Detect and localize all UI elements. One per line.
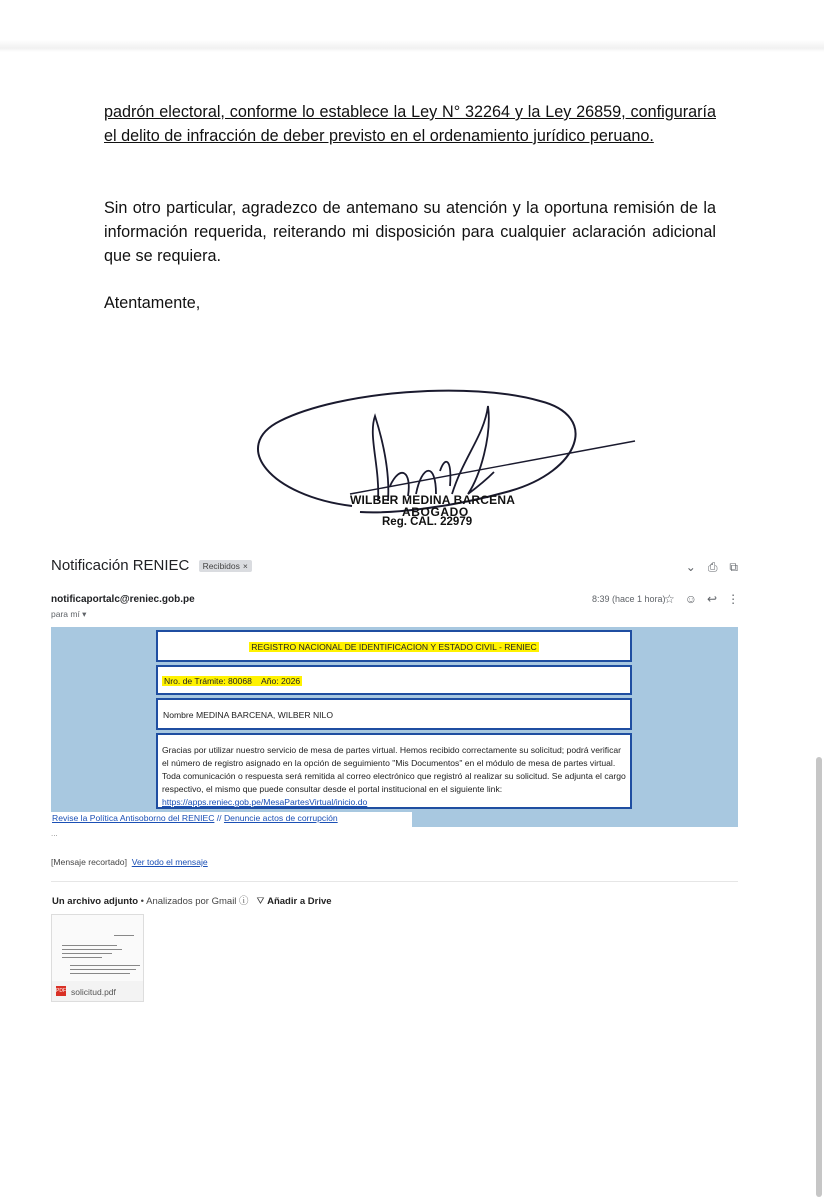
message-box: [156, 733, 632, 809]
attachment-thumbnail[interactable]: [51, 914, 144, 1002]
recipient-dropdown[interactable]: para mí ▾: [51, 609, 87, 619]
letter-paragraph-2: Sin otro particular, agradezco de antemano su atención y la oportuna remisión de la información requerida, reiterando mi disposición para cualquier aclaración adicional que se requiera.: [104, 199, 716, 265]
message-text: Gracias por utilizar nuestro servicio de mesa de partes virtual. Hemos recibido correctamente su solicitud; podrá verificar el número de registro asignado en la opción de seguimiento "Mis Documentos" en el módulo de mesa de partes virtual. Toda comunicación o respuesta será remitida al correo electrónico que registró al realizar su solicitud. Se adjunta el cargo respectivo, el mismo que puede consultar desde el portal institucional en el siguiente link:: [162, 745, 626, 794]
stamp-registration: Reg. CAL. 22979: [382, 516, 473, 528]
divider: [51, 881, 738, 882]
remove-label-icon[interactable]: ×: [242, 561, 248, 572]
reniec-header-box: [156, 630, 632, 662]
open-new-window-icon[interactable]: ⧉: [729, 560, 738, 574]
footer-links: [52, 813, 338, 823]
email-time: 8:39 (hace 1 hora): [592, 594, 666, 604]
reply-icon[interactable]: ↩: [707, 592, 718, 606]
reniec-header-text: REGISTRO NACIONAL DE IDENTIFICACION Y ESTADO CIVIL - RENIEC: [251, 642, 537, 652]
expand-icon[interactable]: ⌄: [685, 560, 696, 574]
print-icon[interactable]: ⎙: [707, 560, 718, 574]
tramite-box: [156, 665, 632, 695]
inbox-label[interactable]: Recibidos ×: [199, 560, 252, 572]
view-full-message-link[interactable]: Ver todo el mensaje: [131, 857, 208, 867]
nombre-text: Nombre MEDINA BARCENA, WILBER NILO: [163, 710, 334, 720]
trimmed-content-dots[interactable]: ...: [51, 829, 58, 838]
attachments-header: Un archivo adjunto • Analizados por Gmail ⓘ ⛛ Añadir a Drive: [52, 896, 332, 907]
emoji-icon[interactable]: ☺: [684, 592, 698, 606]
denuncie-link[interactable]: Denuncie actos de corrupción: [223, 813, 338, 823]
add-to-drive-button[interactable]: Añadir a Drive: [267, 896, 332, 907]
pdf-icon: PDF: [56, 988, 66, 994]
scrollbar[interactable]: [816, 757, 822, 1197]
letter-closing: Atentamente,: [104, 294, 201, 312]
attachment-filename: solicitud.pdf: [71, 987, 116, 997]
stamp-role: ABOGADO: [402, 505, 469, 519]
nombre-box: [156, 698, 632, 730]
tramite-text: Nro. de Trámite: 80068 Año: 2026: [164, 676, 301, 686]
handwritten-signature: [240, 376, 660, 556]
thread-actions: [674, 560, 738, 575]
stamp-name: WILBER MEDINA BARCENA: [350, 493, 516, 507]
antisoborno-link[interactable]: Revise la Política Antisoborno del RENIEC: [52, 813, 215, 823]
mesa-partes-link[interactable]: https://apps.reniec.gob.pe/MesaPartesVirtual/inicio.do: [162, 797, 368, 807]
more-icon[interactable]: ⋮: [727, 592, 740, 606]
message-actions: [664, 592, 749, 606]
footer-separator: //: [214, 813, 224, 823]
clipped-message-notice: [Mensaje recortado] Ver todo el mensaje: [51, 857, 208, 867]
star-icon[interactable]: ☆: [664, 592, 675, 606]
letter-paragraph-1: padrón electoral, conforme lo establece la Ley N° 32264 y la Ley 26859, configuraría el delito de infracción de deber previsto en el ordenamiento jurídico peruano.: [104, 103, 716, 145]
sender-address[interactable]: notificaportalc@reniec.gob.pe: [51, 594, 195, 605]
page-top-edge: [0, 0, 824, 52]
email-subject: Notificación RENIEC Recibidos ×: [51, 557, 252, 574]
drive-add-icon[interactable]: ⛛: [256, 896, 265, 907]
